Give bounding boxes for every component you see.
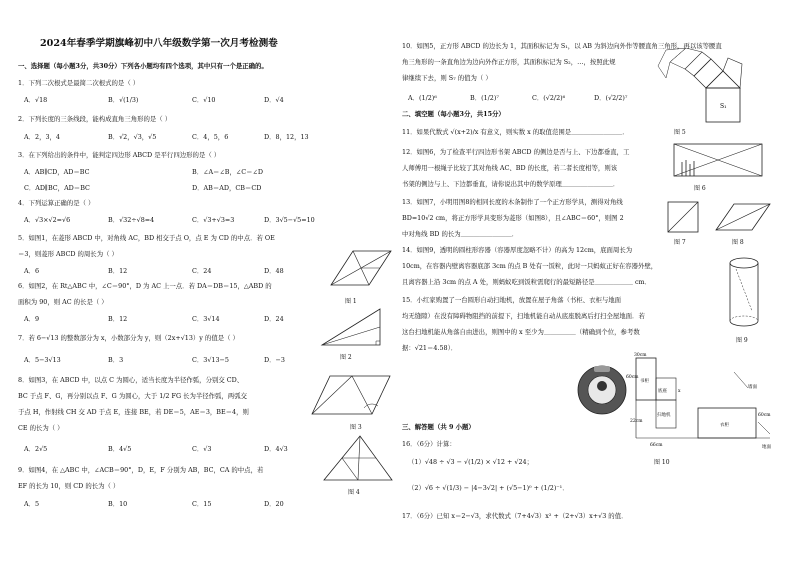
- figure-10-caption: 图 10: [654, 459, 670, 466]
- question-10-line-3: 律继续下去，则 S₇ 的值为（ ）: [402, 74, 492, 82]
- figure-9-cylinder: [724, 255, 764, 333]
- q7-option-c: C．3√13−5: [192, 356, 229, 364]
- question-13-line-2: BD=10√2 cm，将正方形学具变形为菱形（如图8），且∠ABC＝60°，则图 2: [402, 214, 624, 222]
- question-3: 3．在下列给出的条件中，能判定四边形 ABCD 是平行四边形的是（ ）: [18, 151, 221, 159]
- q3-option-d: D．AB＝AD，CB＝CD: [192, 184, 262, 192]
- q10-option-c: C．(√2/2)⁶: [532, 94, 566, 102]
- q4-option-c: C．√3+√3=3: [192, 216, 235, 224]
- question-16-part-2: （2）√6 ÷ √(1/3) − |4−3√2| + (√5−1)⁰ + (1/2)⁻¹．: [408, 484, 569, 492]
- q1-option-a: A．√18: [24, 96, 48, 104]
- fig10-label-bookcase: 书柜: [640, 379, 649, 384]
- q5-option-b: B．12: [108, 267, 128, 275]
- question-8-line-4: CE 的长为（ ）: [18, 424, 64, 432]
- figure-6-caption: 图 6: [694, 185, 706, 192]
- q1-option-b: B．√(1/3): [108, 96, 139, 104]
- q2-option-c: C．4，5，6: [192, 133, 229, 141]
- figure-1-rhombus: [323, 245, 395, 297]
- q2-option-b: B．√2，√3，√5: [108, 133, 157, 141]
- fig10-label-floor: 地面: [762, 445, 771, 450]
- question-9-line-1: 9．如图4，在 △ABC 中，∠ACB＝90°，D，E，F 分别为 AB，BC，CA 的中点，若: [18, 466, 264, 474]
- q8-option-a: A．2√5: [24, 445, 48, 453]
- figure-10-room-diagram: [626, 352, 780, 456]
- question-5-line-2: ＝3，则菱形 ABCD 的周长为（ ）: [18, 250, 118, 258]
- question-16: 16．（6分）计算：: [402, 440, 456, 448]
- question-15-line-3: 这台扫地机能从角落自由进出，则图中的 x 至少为＿＿＿＿＿（精确到个位，参考数: [402, 328, 640, 336]
- figure-3-parallelogram: [308, 370, 394, 422]
- q6-option-c: C．3√14: [192, 315, 220, 323]
- q3-option-c: C．AD∥BC，AD＝BC: [24, 184, 90, 192]
- q5-option-c: C．24: [192, 267, 212, 275]
- question-12-line-2: 人师傅用一根绳子比较了其对角线 AC、BD 的长度，若二者长度相等，则该: [402, 164, 618, 172]
- figure-5-squares: [646, 44, 746, 126]
- question-16-part-1: （1）√48 ÷ √3 − √(1/2) × √12 + √24；: [408, 458, 534, 466]
- figure-2-caption: 图 2: [340, 354, 352, 361]
- right-column: [402, 0, 782, 561]
- q9-option-c: C．15: [192, 500, 212, 508]
- left-column: [18, 0, 398, 561]
- q6-option-d: D．24: [264, 315, 284, 323]
- fig10-label-30cm: 30cm: [634, 353, 647, 358]
- figure-7-caption: 图 7: [674, 239, 686, 246]
- figure-4-triangle: [320, 432, 396, 486]
- fig10-label-x: x: [678, 389, 681, 394]
- question-6-line-1: 6．如图2，在 Rt△ABC 中，∠C＝90°，D 为 AC 上一点．若 DA＝DB＝15，△ABD 的: [18, 282, 272, 290]
- figure-1-caption: 图 1: [345, 298, 357, 305]
- figure-4-caption: 图 4: [348, 489, 360, 496]
- q8-option-c: C．√3: [192, 445, 212, 453]
- question-13-line-3: 中对角线 BD 的长为＿＿＿＿＿＿＿＿．: [402, 230, 519, 238]
- figure-3-caption: 图 3: [350, 424, 362, 431]
- question-14-line-2: 10cm，在容器内壁离容器底部 3cm 的点 B 处有一饭粒，此时一只蚂蚁正好在容器外壁，: [402, 262, 658, 270]
- figure-7-square: [664, 198, 704, 236]
- q10-option-a: A．(1/2)⁶: [408, 94, 437, 102]
- q8-option-b: B．4√5: [108, 445, 132, 453]
- figure-6-bookshelf: [670, 140, 766, 182]
- section-1-heading: 一、选择题（每小题3分，共30分）下列各小题均有四个选项，其中只有一个是正确的。: [18, 62, 268, 70]
- q7-option-a: A．5−3√13: [24, 356, 61, 364]
- figure-8-caption: 图 8: [732, 239, 744, 246]
- question-8-line-3: 于点 H，作射线 CH 交 AD 于点 E，连接 BE，若 DE＝5，AE＝3，BE＝4，则: [18, 408, 249, 416]
- figure-8-rhombus: [712, 198, 774, 236]
- svg-text:S₁: S₁: [720, 103, 727, 110]
- q3-option-a: A．AB∥CD，AD＝BC: [24, 168, 90, 176]
- question-4: 4．下列运算正确的是（ ）: [18, 199, 95, 207]
- section-3-heading: 三、解答题（共 9 小题）: [402, 423, 475, 431]
- question-12-line-1: 12．如图6，为了检查平行四边形书架 ABCD 的侧边是否与上、下边都垂直，工: [402, 148, 630, 156]
- question-10-line-2: 角三角形的一条直角边为边向外作正方形，其面积标记为 S₂，…，按照此规: [402, 58, 616, 66]
- q9-option-d: D．20: [264, 500, 284, 508]
- fig10-label-base: 底座: [658, 389, 667, 394]
- question-15-line-4: 据：√21＝4.58）．: [402, 344, 458, 352]
- question-12-line-3: 书架的侧边与上、下边都垂直，请你说出其中的数学原理＿＿＿＿＿＿＿＿．: [402, 180, 620, 188]
- q6-option-a: A．9: [24, 315, 40, 323]
- fig10-label-60cm-right: 60cm: [758, 413, 771, 418]
- fig10-label-wall: 墙面: [748, 385, 757, 390]
- section-2-heading: 二、填空题（每小题3分，共15分）: [402, 110, 505, 118]
- fig10-label-robot: 扫地机: [657, 413, 671, 418]
- question-13-line-1: 13．如图7，小明用图8的相同长度的木条制作了一个正方形学具，测得对角线: [402, 198, 623, 206]
- question-15-line-1: 15．小红家购置了一台圆形自动扫地机，放置在屋子角落（书柜、衣柜与地面: [402, 296, 622, 304]
- q1-option-d: D．√4: [264, 96, 284, 104]
- q5-option-d: D．48: [264, 267, 284, 275]
- fig10-label-wardrobe: 衣柜: [720, 423, 729, 428]
- figure-2-triangle: [318, 303, 390, 351]
- q4-option-b: B．√32÷√8=4: [108, 216, 155, 224]
- question-6-line-2: 面积为 90，则 AC 的长是（ ）: [18, 298, 108, 306]
- question-14-line-3: 且离容器上沿 3cm 的点 A 处，则蚂蚁吃到饭粒需爬行的最短路径是＿＿＿＿＿＿ cm．: [402, 278, 652, 286]
- figure-10-robot-vacuum: [574, 350, 630, 416]
- question-7: 7．若 6−√13 的整数部分为 x，小数部分为 y，则（2x+√13）y 的值是（ ）: [18, 334, 239, 342]
- question-9-line-2: EF 的长为 10，则 CD 的长为（ ）: [18, 482, 120, 490]
- question-14-line-1: 14．如图9，透明的圆柱形容器（容器厚度忽略不计）的高为 12cm，底面周长为: [402, 246, 633, 254]
- q5-option-a: A．6: [24, 267, 40, 275]
- q4-option-a: A．√3×√2=√6: [24, 216, 71, 224]
- q7-option-d: D．−3: [264, 356, 285, 364]
- figure-5-caption: 图 5: [674, 129, 686, 136]
- fig10-label-60cm-left: 60cm: [626, 375, 639, 380]
- q10-option-b: B．(1/2)⁷: [470, 94, 499, 102]
- question-11: 11．如果代数式 √(x+2)/x 有意义，则实数 x 的取值范围是＿＿＿＿＿＿＿＿．: [402, 128, 629, 136]
- question-15-line-2: 均无缝隙）在没有障碍物阻挡的前提下，扫地机能自动从底座脱离后打扫全屋地面．若: [402, 312, 645, 320]
- question-2: 2．下列长度的三条线段，能构成直角三角形的是（ ）: [18, 115, 172, 123]
- fig10-label-22cm: 22cm: [630, 419, 643, 424]
- question-8-line-1: 8．如图3，在 ABCD 中，以点 C 为圆心，适当长度为半径作弧，分别交 CD、: [18, 376, 244, 384]
- q6-option-b: B．12: [108, 315, 128, 323]
- q2-option-d: D．8，12，13: [264, 133, 309, 141]
- page-title: 2024年春季学期旗峰初中八年级数学第一次月考检测卷: [40, 38, 278, 49]
- q2-option-a: A．2，3，4: [24, 133, 60, 141]
- q7-option-b: B．3: [108, 356, 124, 364]
- fig10-label-66cm: 66cm: [650, 443, 663, 448]
- q4-option-d: D．3√5−√5=10: [264, 216, 315, 224]
- q3-option-b: B．∠A＝∠B，∠C＝∠D: [192, 168, 264, 176]
- question-10-line-1: 10．如图5，正方形 ABCD 的边长为 1，其面积标记为 S₁，以 AB 为斜边向外作等腰直角三角形，再以该等腰直: [402, 42, 722, 50]
- q1-option-c: C．√10: [192, 96, 216, 104]
- question-17: 17．（6分）已知 x＝2−√3，求代数式（7+4√3）x² +（2+√3）x+√3 的值．: [402, 512, 628, 520]
- q8-option-d: D．4√3: [264, 445, 288, 453]
- question-8-line-2: BC 于点 F、G，再分别以点 F、G 为圆心，大于 1/2 FG 长为半径作弧，两弧交: [18, 392, 247, 400]
- question-1: 1．下列二次根式是最简二次根式的是（ ）: [18, 79, 140, 87]
- q9-option-b: B．10: [108, 500, 128, 508]
- figure-9-caption: 图 9: [736, 337, 748, 344]
- q9-option-a: A．5: [24, 500, 40, 508]
- q10-option-d: D．(√2/2)⁷: [594, 94, 628, 102]
- question-5-line-1: 5．如图1，在菱形 ABCD 中，对角线 AC，BD 相交于点 O，点 E 为 CD 的中点．若 OE: [18, 234, 275, 242]
